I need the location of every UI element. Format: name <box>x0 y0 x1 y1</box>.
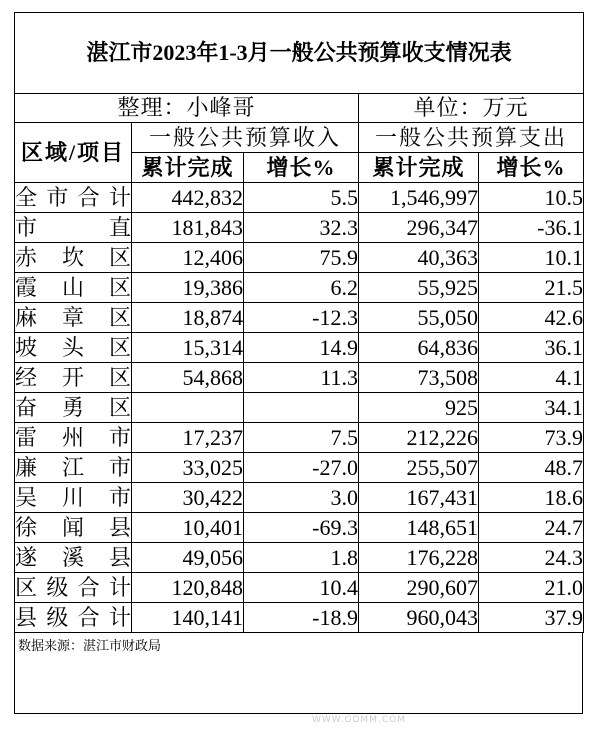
expenditure-growth-cell: 21.5 <box>479 273 584 303</box>
region-cell: 霞山区 <box>15 273 132 303</box>
revenue-growth-cell: 5.5 <box>244 183 359 213</box>
expenditure-cell: 290,607 <box>359 573 479 603</box>
revenue-growth-cell: 1.8 <box>244 543 359 573</box>
region-cell: 廉江市 <box>15 453 132 483</box>
table-row <box>15 603 584 633</box>
region-cell: 赤坎区 <box>15 243 132 273</box>
region-cell: 奋勇区 <box>15 393 132 423</box>
table-row <box>15 273 584 303</box>
table-row <box>15 543 584 573</box>
revenue-cell: 12,406 <box>132 243 244 273</box>
expenditure-growth-cell: 34.1 <box>479 393 584 423</box>
region-cell: 县级合计 <box>15 603 132 633</box>
region-cell: 经开区 <box>15 363 132 393</box>
watermark: WWW.GDMM.COM <box>312 715 406 725</box>
header-expenditure-growth: 增长% <box>479 153 584 183</box>
revenue-cell: 15,314 <box>132 333 244 363</box>
region-cell: 市直 <box>15 213 132 243</box>
expenditure-growth-cell: 37.9 <box>479 603 584 633</box>
header-revenue-total: 累计完成 <box>132 153 244 183</box>
expenditure-growth-cell: 24.3 <box>479 543 584 573</box>
revenue-cell: 140,141 <box>132 603 244 633</box>
revenue-growth-cell: -27.0 <box>244 453 359 483</box>
table-row <box>15 483 584 513</box>
expenditure-cell: 148,651 <box>359 513 479 543</box>
table-row <box>15 183 584 213</box>
expenditure-growth-cell: 4.1 <box>479 363 584 393</box>
header-revenue-group: 一般公共预算收入 <box>132 123 359 153</box>
revenue-cell: 17,237 <box>132 423 244 453</box>
expenditure-growth-cell: 42.6 <box>479 303 584 333</box>
expenditure-growth-cell: 10.5 <box>479 183 584 213</box>
table-row <box>15 393 584 423</box>
meta-row <box>15 94 584 123</box>
expenditure-cell: 255,507 <box>359 453 479 483</box>
revenue-growth-cell: 7.5 <box>244 423 359 453</box>
header-row-1 <box>15 123 584 153</box>
revenue-cell: 30,422 <box>132 483 244 513</box>
expenditure-cell: 167,431 <box>359 483 479 513</box>
expenditure-growth-cell: 48.7 <box>479 453 584 483</box>
region-cell: 麻章区 <box>15 303 132 333</box>
table-row <box>15 363 584 393</box>
data-source-note: 数据来源：湛江市财政局 <box>18 639 162 654</box>
revenue-growth-cell: 10.4 <box>244 573 359 603</box>
region-cell: 坡头区 <box>15 333 132 363</box>
expenditure-cell: 64,836 <box>359 333 479 363</box>
revenue-cell: 33,025 <box>132 453 244 483</box>
revenue-growth-cell: 32.3 <box>244 213 359 243</box>
table-row <box>15 243 584 273</box>
expenditure-cell: 925 <box>359 393 479 423</box>
region-cell: 吴川市 <box>15 483 132 513</box>
expenditure-cell: 55,925 <box>359 273 479 303</box>
header-expenditure-total: 累计完成 <box>359 153 479 183</box>
region-cell: 区级合计 <box>15 573 132 603</box>
region-cell: 雷州市 <box>15 423 132 453</box>
header-expenditure-group: 一般公共预算支出 <box>359 123 584 153</box>
region-cell: 徐闻县 <box>15 513 132 543</box>
budget-table <box>14 12 584 633</box>
expenditure-growth-cell: 24.7 <box>479 513 584 543</box>
region-cell: 遂溪县 <box>15 543 132 573</box>
revenue-growth-cell: 6.2 <box>244 273 359 303</box>
revenue-growth-cell: 14.9 <box>244 333 359 363</box>
expenditure-cell: 1,546,997 <box>359 183 479 213</box>
header-region: 区域/项目 <box>15 123 132 183</box>
revenue-cell <box>132 393 244 423</box>
table-row <box>15 333 584 363</box>
table-body <box>15 13 584 633</box>
revenue-cell: 10,401 <box>132 513 244 543</box>
expenditure-growth-cell: 73.9 <box>479 423 584 453</box>
revenue-growth-cell: -18.9 <box>244 603 359 633</box>
revenue-cell: 49,056 <box>132 543 244 573</box>
expenditure-growth-cell: 18.6 <box>479 483 584 513</box>
revenue-cell: 19,386 <box>132 273 244 303</box>
revenue-growth-cell: 75.9 <box>244 243 359 273</box>
region-cell: 全市合计 <box>15 183 132 213</box>
expenditure-cell: 73,508 <box>359 363 479 393</box>
revenue-cell: 181,843 <box>132 213 244 243</box>
title-row <box>15 13 584 94</box>
revenue-growth-cell: -12.3 <box>244 303 359 333</box>
revenue-growth-cell: 3.0 <box>244 483 359 513</box>
expenditure-cell: 40,363 <box>359 243 479 273</box>
expenditure-cell: 176,228 <box>359 543 479 573</box>
table-row <box>15 573 584 603</box>
expenditure-cell: 55,050 <box>359 303 479 333</box>
compiler-note: 整理：小峰哥 <box>15 94 359 123</box>
table-title: 湛江市2023年1-3月一般公共预算收支情况表 <box>15 13 584 94</box>
expenditure-growth-cell: 10.1 <box>479 243 584 273</box>
table-row <box>15 453 584 483</box>
revenue-cell: 442,832 <box>132 183 244 213</box>
table-row <box>15 213 584 243</box>
revenue-growth-cell <box>244 393 359 423</box>
table-row <box>15 423 584 453</box>
revenue-cell: 120,848 <box>132 573 244 603</box>
expenditure-growth-cell: 21.0 <box>479 573 584 603</box>
revenue-growth-cell: 11.3 <box>244 363 359 393</box>
header-revenue-growth: 增长% <box>244 153 359 183</box>
expenditure-cell: 212,226 <box>359 423 479 453</box>
expenditure-growth-cell: -36.1 <box>479 213 584 243</box>
table-row <box>15 513 584 543</box>
table-row <box>15 303 584 333</box>
expenditure-cell: 296,347 <box>359 213 479 243</box>
revenue-cell: 54,868 <box>132 363 244 393</box>
expenditure-cell: 960,043 <box>359 603 479 633</box>
revenue-growth-cell: -69.3 <box>244 513 359 543</box>
expenditure-growth-cell: 36.1 <box>479 333 584 363</box>
revenue-cell: 18,874 <box>132 303 244 333</box>
unit-label: 单位：万元 <box>359 94 584 123</box>
